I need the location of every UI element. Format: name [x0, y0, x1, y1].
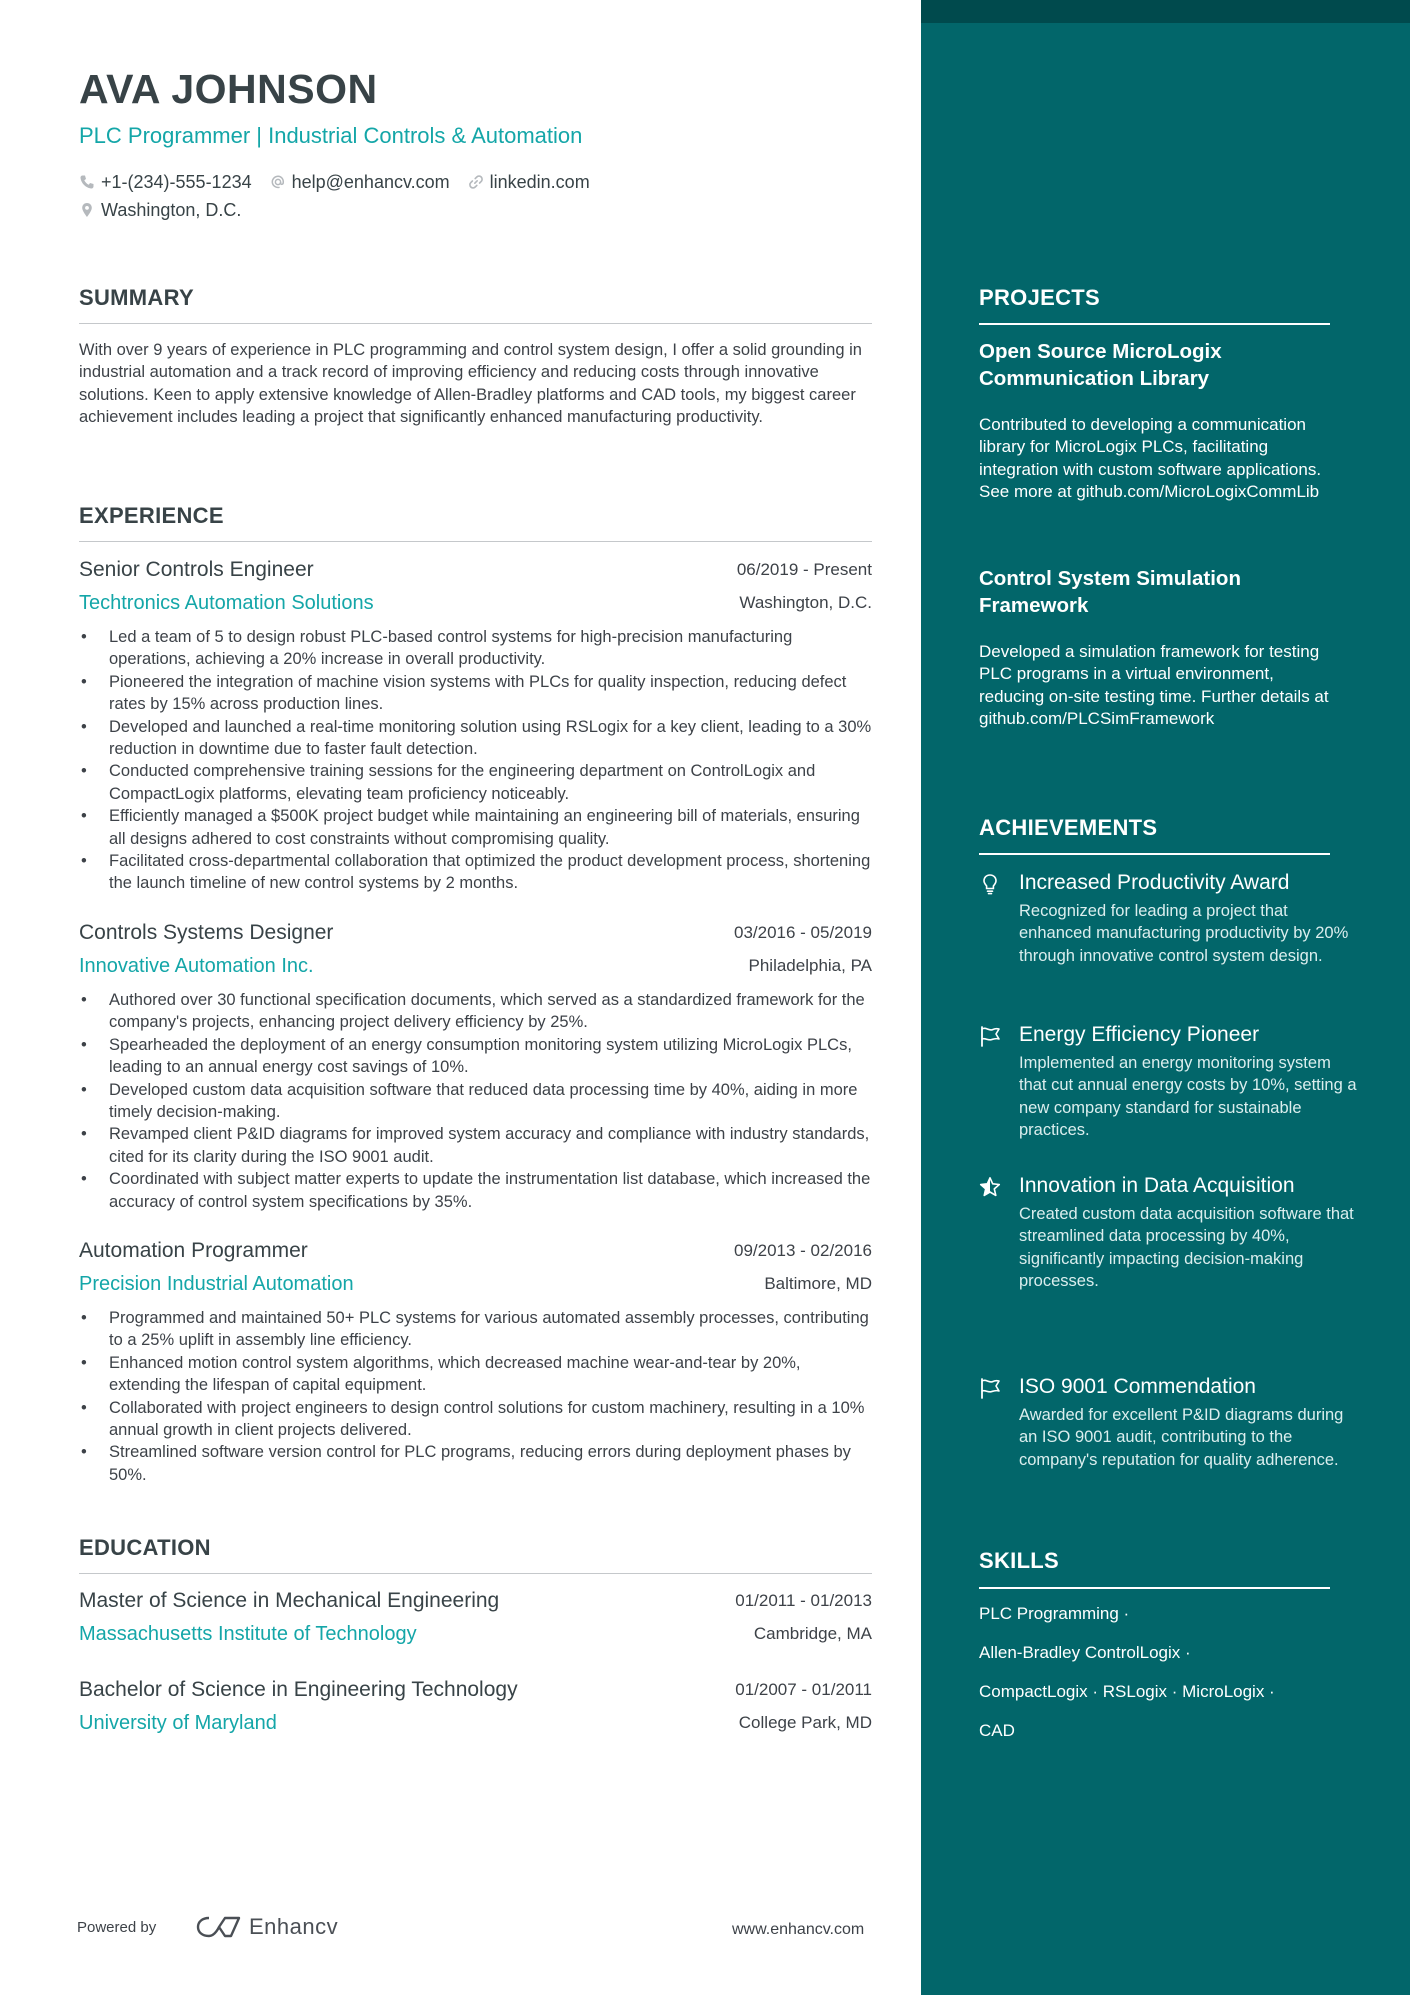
achievement-description: Awarded for excellent P&ID diagrams during an ISO 9001 audit, contributing to the company's reputation for quality adherence.	[1019, 1406, 1344, 1469]
achievement-description: Recognized for leading a project that enhanced manufacturing productivity by 20% through innovative control system design.	[1019, 902, 1349, 965]
project-description: Contributed to developing a communication library for MicroLogix PLCs, facilitating integration with custom software applications. See more at github.com/MicroLogixCommLib	[979, 415, 1322, 502]
projects-heading: PROJECTS	[979, 285, 1100, 310]
job-bullet: • Collaborated with project engineers to design control solutions for custom machinery, resulting in a 10% annual growth in client projects delivered.	[79, 1397, 872, 1442]
job-bullet: • Conducted comprehensive training sessions for the engineering department on ControlLogix and CompactLogix platforms, elevating team proficiency noticeably.	[79, 760, 872, 805]
education-entry	[79, 1589, 872, 1657]
job-company: Innovative Automation Inc.	[79, 955, 314, 977]
project-title: Control System Simulation Framework	[979, 567, 1241, 617]
job-dates: 09/2013 - 02/2016	[733, 1241, 872, 1260]
skill-row: PLC Programming ·	[979, 1604, 1130, 1623]
job-location: Philadelphia, PA	[748, 956, 872, 975]
at-icon	[270, 174, 286, 190]
job-title: Automation Programmer	[79, 1239, 308, 1262]
project-title: Open Source MicroLogix Communication Library	[979, 340, 1222, 390]
enhancv-logo[interactable]	[195, 1914, 338, 1940]
flag-icon	[979, 1025, 1001, 1047]
location-pin-icon	[79, 202, 95, 218]
job-company: Techtronics Automation Solutions	[79, 592, 374, 614]
star-icon	[979, 1176, 1001, 1198]
job-bullet: • Streamlined software version control for PLC programs, reducing errors during deployment phases by 50%.	[79, 1441, 872, 1486]
job-bullets	[79, 989, 872, 1213]
job-dates: 06/2019 - Present	[736, 560, 872, 579]
education-dates: 01/2011 - 01/2013	[735, 1591, 872, 1610]
summary-divider	[79, 323, 872, 324]
sidebar-top-band	[921, 0, 1410, 23]
job-entry	[79, 558, 872, 895]
email-contact[interactable]	[270, 172, 450, 193]
job-bullet: • Enhanced motion control system algorithms, which decreased machine wear-and-tear by 20%, extending the lifespan of capital equipment.	[79, 1352, 872, 1397]
job-entry	[79, 921, 872, 1213]
job-bullet: • Revamped client P&ID diagrams for improved system accuracy and compliance with industry standards, cited for its clarity during the ISO 9001 audit.	[79, 1123, 872, 1168]
school-name: University of Maryland	[79, 1712, 277, 1734]
summary-text: With over 9 years of experience in PLC programming and control system design, I offer a solid grounding in industrial automation and a track record of improving efficiency and reducing costs through innovative solutions. Keen to apply extensive knowledge of Allen-Bradley platforms and CAD tools, my biggest career achievement includes leading a project that significantly enhanced manufacturing productivity.	[79, 341, 862, 427]
job-bullet: • Spearheaded the deployment of an energy consumption monitoring system utilizing MicroLogix PLCs, leading to an annual energy cost savings of 10%.	[79, 1034, 872, 1079]
skills-heading: SKILLS	[979, 1548, 1060, 1573]
experience-divider	[79, 541, 872, 542]
enhancv-brand-text: Enhancv	[249, 1914, 339, 1939]
school-location: College Park, MD	[738, 1713, 872, 1732]
achievement-description: Created custom data acquisition software that streamlined data processing by 40%, significantly impacting decision-making processes.	[1019, 1205, 1354, 1291]
headline: PLC Programmer | Industrial Controls & Automation	[79, 123, 583, 148]
achievement-title: Energy Efficiency Pioneer	[1019, 1023, 1260, 1046]
link-icon	[468, 174, 484, 190]
linkedin-text: linkedin.com	[489, 171, 590, 192]
job-bullet: • Developed custom data acquisition software that reduced data processing time by 40%, aiding in more timely decision-making.	[79, 1079, 872, 1124]
education-entry	[79, 1678, 872, 1746]
achievement-title: Increased Productivity Award	[1019, 871, 1290, 894]
phone-text: +1-(234)-555-1234	[101, 171, 252, 192]
job-company: Precision Industrial Automation	[79, 1273, 354, 1295]
powered-by-text: Powered by	[77, 1919, 157, 1936]
education-heading: EDUCATION	[79, 1535, 211, 1560]
location-contact	[79, 200, 241, 221]
skills-list	[979, 1603, 1359, 1759]
school-location: Cambridge, MA	[753, 1624, 872, 1643]
job-bullet: • Programmed and maintained 50+ PLC systems for various automated assembly processes, contributing to a 25% uplift in assembly line efficiency.	[79, 1307, 872, 1352]
project-description: Developed a simulation framework for testing PLC programs in a virtual environment, reducing on-site testing time. Further details at github.com/PLCSimFramework	[979, 642, 1329, 729]
candidate-name: AVA JOHNSON	[79, 66, 378, 112]
lightbulb-icon	[979, 873, 1001, 895]
job-bullet: • Facilitated cross-departmental collaboration that optimized the product development process, shortening the launch timeline of new control systems by 2 months.	[79, 850, 872, 895]
job-dates: 03/2016 - 05/2019	[733, 923, 872, 942]
achievement-description: Implemented an energy monitoring system that cut annual energy costs by 10%, setting a new company standard for sustainable practices.	[1019, 1054, 1357, 1140]
achievements-divider	[979, 853, 1330, 855]
job-bullet: • Efficiently managed a $500K project budget while maintaining an engineering bill of materials, ensuring all designs adhered to cost constraints without compromising quality.	[79, 805, 872, 850]
education-dates: 01/2007 - 01/2011	[735, 1680, 872, 1699]
skills-divider	[979, 1587, 1330, 1589]
job-bullets	[79, 626, 872, 895]
job-title: Senior Controls Engineer	[79, 558, 314, 581]
achievement-entry	[979, 1172, 1359, 1293]
job-bullet: • Developed and launched a real-time monitoring solution using RSLogix for a key client, leading to a 30% reduction in downtime due to faster fault detection.	[79, 716, 872, 761]
education-divider	[79, 1573, 872, 1574]
job-bullet: • Coordinated with subject matter experts to update the instrumentation list database, which increased the accuracy of control system specifications by 35%.	[79, 1168, 872, 1213]
job-bullet: • Led a team of 5 to design robust PLC-based control systems for high-precision manufacturing operations, achieving a 20% increase in overall productivity.	[79, 626, 872, 671]
enhancv-logo-icon	[195, 1914, 241, 1940]
achievement-entry	[979, 869, 1359, 967]
achievement-entry	[979, 1021, 1359, 1142]
summary-heading: SUMMARY	[79, 285, 194, 310]
email-text: help@enhancv.com	[291, 171, 450, 192]
phone-icon	[79, 174, 95, 190]
achievement-entry	[979, 1373, 1359, 1471]
footer-url[interactable]: www.enhancv.com	[732, 1921, 865, 1938]
job-bullets	[79, 1307, 872, 1486]
job-bullet: • Pioneered the integration of machine vision systems with PLCs for quality inspection, reducing defect rates by 15% across production lines.	[79, 671, 872, 716]
degree-title: Bachelor of Science in Engineering Technology	[79, 1678, 518, 1701]
degree-title: Master of Science in Mechanical Engineering	[79, 1589, 500, 1612]
linkedin-contact[interactable]	[468, 172, 590, 193]
experience-heading: EXPERIENCE	[79, 503, 224, 528]
project-entry	[979, 338, 1339, 504]
skill-row: Allen-Bradley ControlLogix ·	[979, 1643, 1191, 1662]
school-name: Massachusetts Institute of Technology	[79, 1623, 417, 1645]
achievements-heading: ACHIEVEMENTS	[979, 815, 1158, 840]
projects-divider	[979, 323, 1330, 325]
job-entry	[79, 1239, 872, 1486]
sidebar	[921, 0, 1410, 1995]
project-entry	[979, 565, 1339, 731]
phone-contact[interactable]	[79, 172, 252, 193]
location-text: Washington, D.C.	[101, 199, 242, 220]
contact-info	[79, 168, 879, 224]
achievement-title: ISO 9001 Commendation	[1019, 1375, 1256, 1398]
skill-row: CompactLogix · RSLogix · MicroLogix ·	[979, 1682, 1275, 1701]
flag-icon	[979, 1377, 1001, 1399]
job-location: Washington, D.C.	[739, 593, 872, 612]
achievement-title: Innovation in Data Acquisition	[1019, 1174, 1295, 1197]
job-title: Controls Systems Designer	[79, 921, 334, 944]
skill-row: CAD	[979, 1721, 1015, 1740]
job-location: Baltimore, MD	[764, 1274, 872, 1293]
job-bullet: • Authored over 30 functional specification documents, which served as a standardized framework for the company's projects, enhancing project delivery efficiency by 25%.	[79, 989, 872, 1034]
